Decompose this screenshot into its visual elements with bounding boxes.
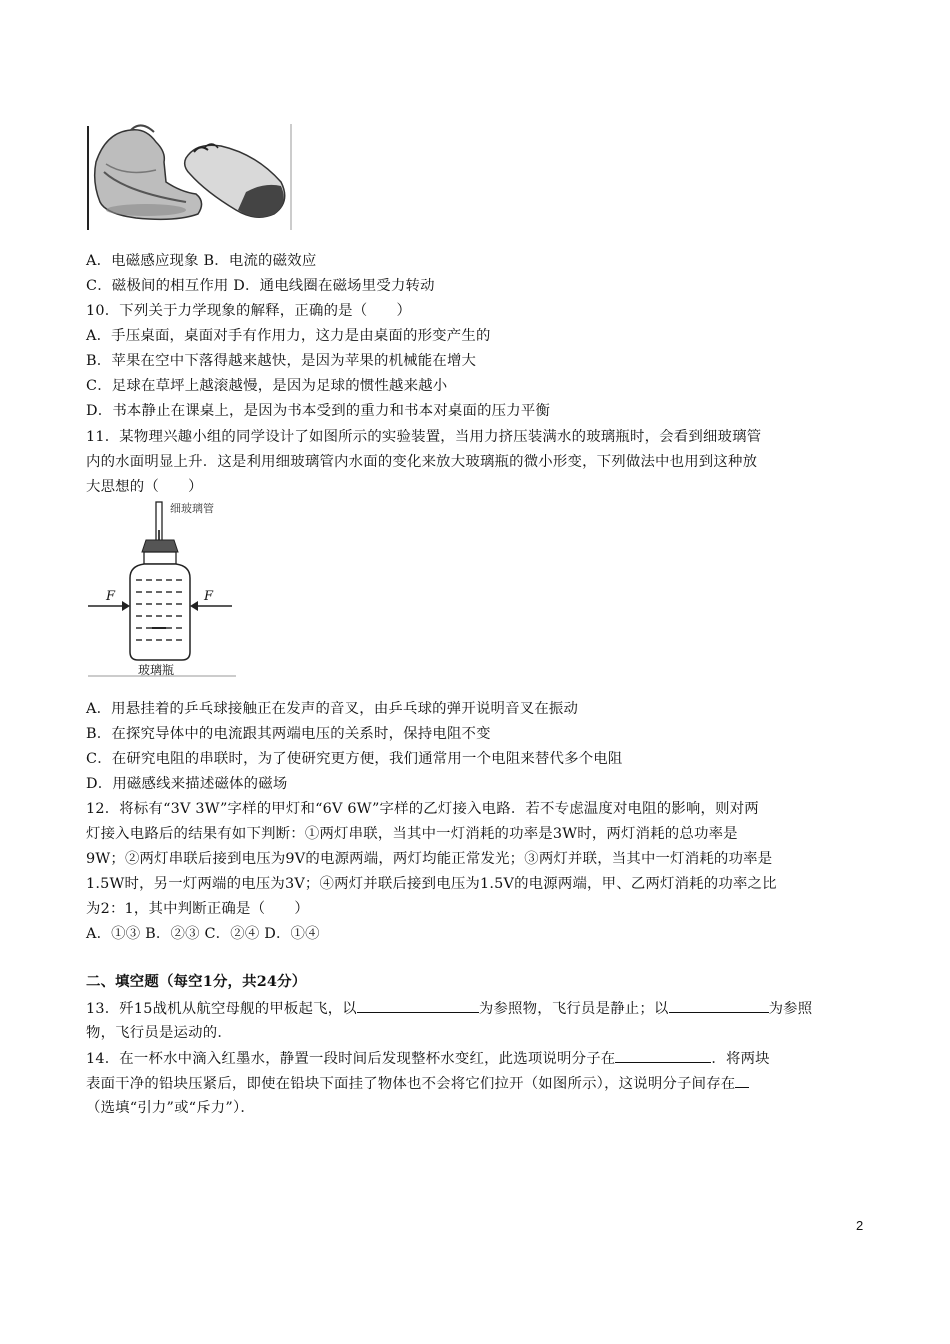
q14-line3: （选填“引力”或“斥力”）．	[86, 1100, 255, 1116]
q14-line1	[86, 1048, 770, 1069]
bottle-label: 玻璃瓶	[138, 663, 175, 677]
q11-option-b: B．在探究导体中的电流跟其两端电压的关系时，保持电阻不变	[86, 726, 491, 742]
q13-line1	[86, 998, 812, 1019]
q14-text-part2: ．将两块	[711, 1051, 770, 1067]
q10-stem: 10．下列关于力学现象的解释，正确的是（ ）	[86, 303, 412, 319]
page-number: 2	[856, 1218, 864, 1233]
q11-option-d: D．用磁感线来描述磁体的磁场	[86, 776, 288, 792]
bottle-illustration	[86, 500, 246, 680]
q12-line4: 1.5W时，另一灯两端的电压为3V；④两灯并联后接到电压为1.5V的电源两端，甲、乙两灯消耗的功率之比	[86, 876, 777, 892]
q12-line2: 灯接入电路后的结果有如下判断：①两灯串联，当其中一灯消耗的功率是3W时，两灯消耗的总功率是	[86, 826, 738, 842]
q12-line1: 12．将标有“3V 3W”字样的甲灯和“6V 6W”字样的乙灯接入电路．若不专虑温度对电阻的影响，则对两	[86, 801, 759, 817]
q13-blank-2[interactable]	[669, 998, 769, 1013]
q13-text-part1: 13．歼15战机从航空母舰的甲板起飞，以	[86, 1001, 357, 1017]
q10-option-a: A．手压桌面，桌面对手有作用力，这力是由桌面的形变产生的	[86, 328, 491, 344]
q10-option-d: D．书本静止在课桌上，是因为书本受到的重力和书本对桌面的压力平衡	[86, 403, 551, 419]
q10-option-c: C．足球在草坪上越滚越慢，是因为足球的惯性越来越小	[86, 378, 448, 394]
q9-options-cd: C．磁极间的相互作用 D．通电线圈在磁场里受力转动	[86, 278, 435, 294]
q11-option-c: C．在研究电阻的串联时，为了使研究更方便，我们通常用一个电阻来替代多个电阻	[86, 751, 623, 767]
q12-line3: 9W；②两灯串联后接到电压为9V的电源两端，两灯均能正常发光；③两灯并联，当其中一灯消耗的功率是	[86, 851, 773, 867]
q14-blank-2[interactable]	[735, 1073, 749, 1088]
q11-option-a: A．用悬挂着的乒乓球接触正在发声的音叉，由乒乓球的弹开说明音叉在振动	[86, 701, 579, 717]
q13-text-part3: 为参照	[768, 1001, 813, 1017]
q12-options: A．①③ B．②③ C．②④ D．①④	[86, 926, 320, 942]
q13-line2: 物，飞行员是运动的．	[86, 1025, 232, 1041]
q12-line5: 为2：1，其中判断正确是（ ）	[86, 901, 309, 917]
section2-title: 二、填空题（每空1分，共24分）	[86, 973, 307, 990]
force-right-label: F	[204, 589, 214, 604]
q13-blank-1[interactable]	[357, 998, 479, 1013]
q14-line2-text: 表面干净的铅块压紧后，即使在铅块下面挂了物体也不会将它们拉开（如图所示），这说明分子间存在	[86, 1076, 736, 1092]
bottle-figure	[86, 500, 246, 680]
tube-label: 细玻璃管	[170, 502, 214, 515]
q9-options-ab: A．电磁感应现象 B．电流的磁效应	[86, 253, 317, 269]
q14-line2	[86, 1073, 749, 1094]
force-left-label: F	[106, 589, 116, 604]
q11-stem-line2: 内的水面明显上升．这是利用细玻璃管内水面的变化来放大玻璃瓶的微小形变，下列做法中也用到这种放	[86, 454, 758, 470]
q10-option-b: B．苹果在空中下落得越来越快，是因为苹果的机械能在增大	[86, 353, 477, 369]
shoe-figure	[86, 122, 296, 232]
q14-blank-1[interactable]	[615, 1048, 711, 1063]
q14-text-part1: 14．在一杯水中滴入红墨水，静置一段时间后发现整杯水变红，此选项说明分子在	[86, 1051, 616, 1067]
q11-stem-line1: 11．某物理兴趣小组的同学设计了如图所示的实验装置，当用力挤压装满水的玻璃瓶时，会看到细玻璃管	[86, 429, 762, 445]
q11-stem-line3: 大思想的（ ）	[86, 479, 203, 495]
shoe-illustration	[86, 122, 296, 232]
q13-text-part2: 为参照物，飞行员是静止；以	[478, 1001, 669, 1017]
